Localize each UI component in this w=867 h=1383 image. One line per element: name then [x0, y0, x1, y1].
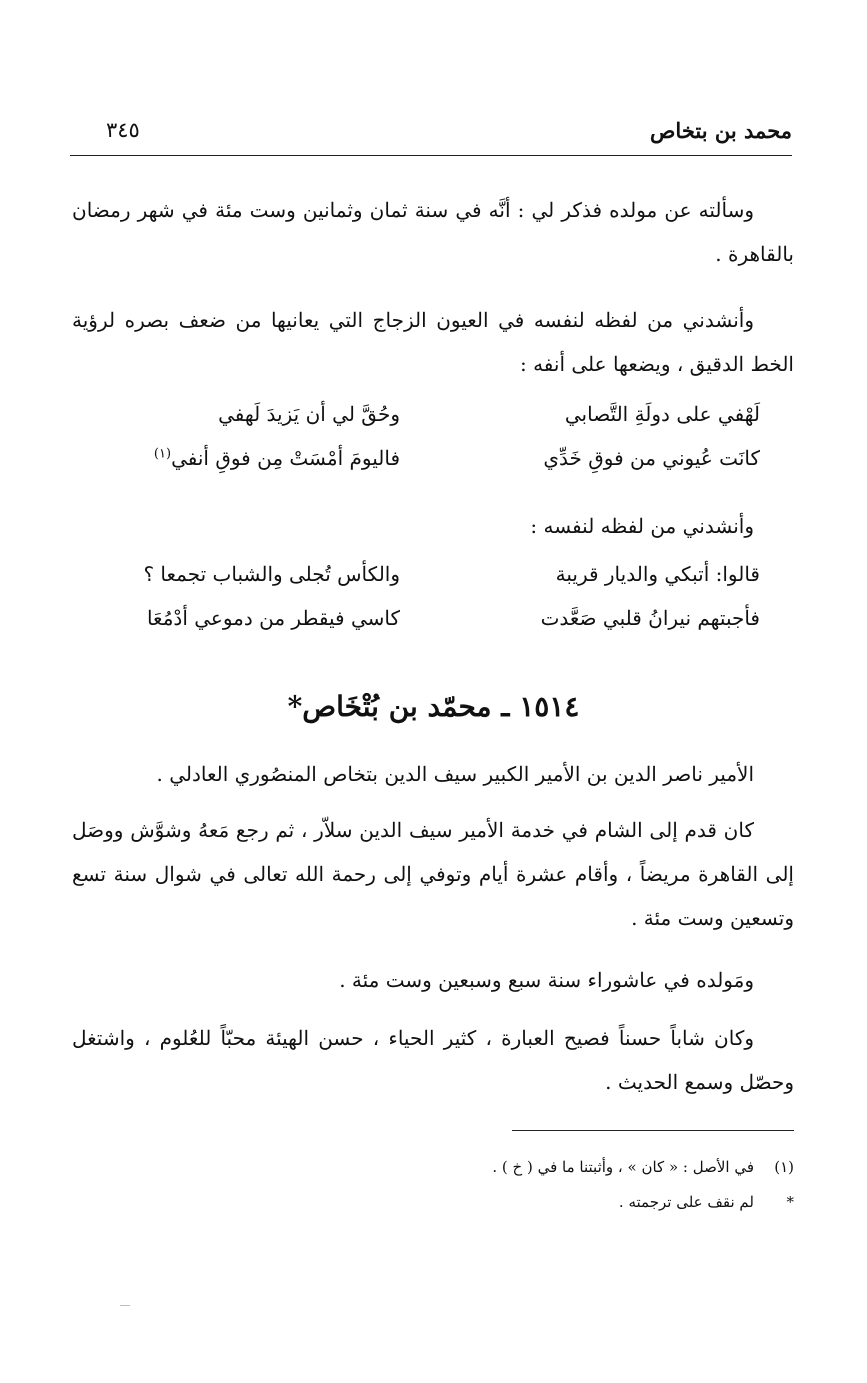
footnote-2-text: لم نقف على ترجمته .: [618, 1193, 754, 1211]
poem2-verse-2-second-hemistich: كاسي فيقطر من دموعي أدْمُعَا: [146, 606, 400, 630]
header-rule: [70, 155, 792, 156]
poem1-verse-1: [100, 402, 760, 442]
poem1-verse-2-second-text: فاليومَ أمْسَتْ مِن فوقِ أنفي: [171, 446, 400, 470]
footnote-2: [300, 1190, 794, 1214]
poem1-verse-1-first-hemistich: لَهْفي على دولَةِ التَّصابي: [564, 402, 760, 426]
paragraph-entry-lineage: الأمير ناصر الدين بن الأمير الكبير سيف الدين بتخاص المنصُوري العادلي .: [156, 762, 754, 786]
paragraph-second-poem-intro: وأنشدني من لفظه لنفسه :: [530, 514, 754, 538]
poem2-verse-1-second-hemistich: والكأس تُجلى والشباب تجمعا ؟: [143, 562, 400, 586]
running-title: محمد بن بتخاص: [650, 118, 792, 143]
running-header: [70, 118, 792, 154]
footnote-rule: [512, 1130, 794, 1131]
poem1-verse-1-second-hemistich: وحُقَّ لي أن يَزيدَ لَهفي: [218, 402, 400, 426]
scan-artifact-mark: [120, 1305, 130, 1306]
poem1-verse-2-first-hemistich: كانَت عُيوني من فوقِ خَدِّي: [543, 446, 760, 470]
poem2-verse-2: [100, 606, 760, 646]
poem1-verse-2: [100, 446, 760, 486]
poem1-verse-2-second-hemistich: [100, 446, 400, 470]
paragraph-birth-date: وسألته عن مولده فذكر لي : أنَّه في سنة ثمان وثمانين وست مئة في شهر رمضان بالقاهرة .: [72, 198, 794, 266]
paragraph-entry-biography: كان قدم إلى الشام في خدمة الأمير سيف الدين سلاّر ، ثم رجع مَعهُ وشوَّش ووصَل إلى القاهرة مريضاً ، وأقام عشرة أيام وتوفي إلى رحمة الله تعالى في شوال سنة تسع وتسعين وست مئة .: [72, 818, 794, 930]
footnote-1-number: (١): [774, 1158, 794, 1176]
poem2-verse-1-first-hemistich: قالوا: أتبكي والديار قريبة: [555, 562, 760, 586]
entry-heading: ١٥١٤ ـ محمّد بن بُتْخَاص*: [287, 690, 580, 723]
footnote-1: [300, 1155, 794, 1179]
page-number: ٣٤٥: [106, 118, 140, 142]
paragraph-poem-intro: وأنشدني من لفظه لنفسه في العيون الزجاج التي يعانيها من ضعف بصره لرؤية الخط الدقيق ، ويضعها على أنفه :: [72, 308, 794, 376]
paragraph-entry-character: وكان شاباً حسناً فصيح العبارة ، كثير الحياء ، حسن الهيئة محبّاً للعُلوم ، واشتغل وحصّل وسمع الحديث .: [72, 1026, 794, 1094]
paragraph-entry-birth: ومَولده في عاشوراء سنة سبع وسبعين وست مئة .: [339, 968, 754, 992]
footnote-reference: (١): [153, 446, 172, 462]
footnote-2-marker: *: [786, 1193, 794, 1211]
footnote-1-text: في الأصل : « كان » ، وأثبتنا ما في ( خ ) .: [492, 1158, 754, 1176]
poem2-verse-1: [100, 562, 760, 602]
poem2-verse-2-first-hemistich: فأجبتهم نيرانُ قلبي صَعَّدت: [540, 606, 760, 630]
